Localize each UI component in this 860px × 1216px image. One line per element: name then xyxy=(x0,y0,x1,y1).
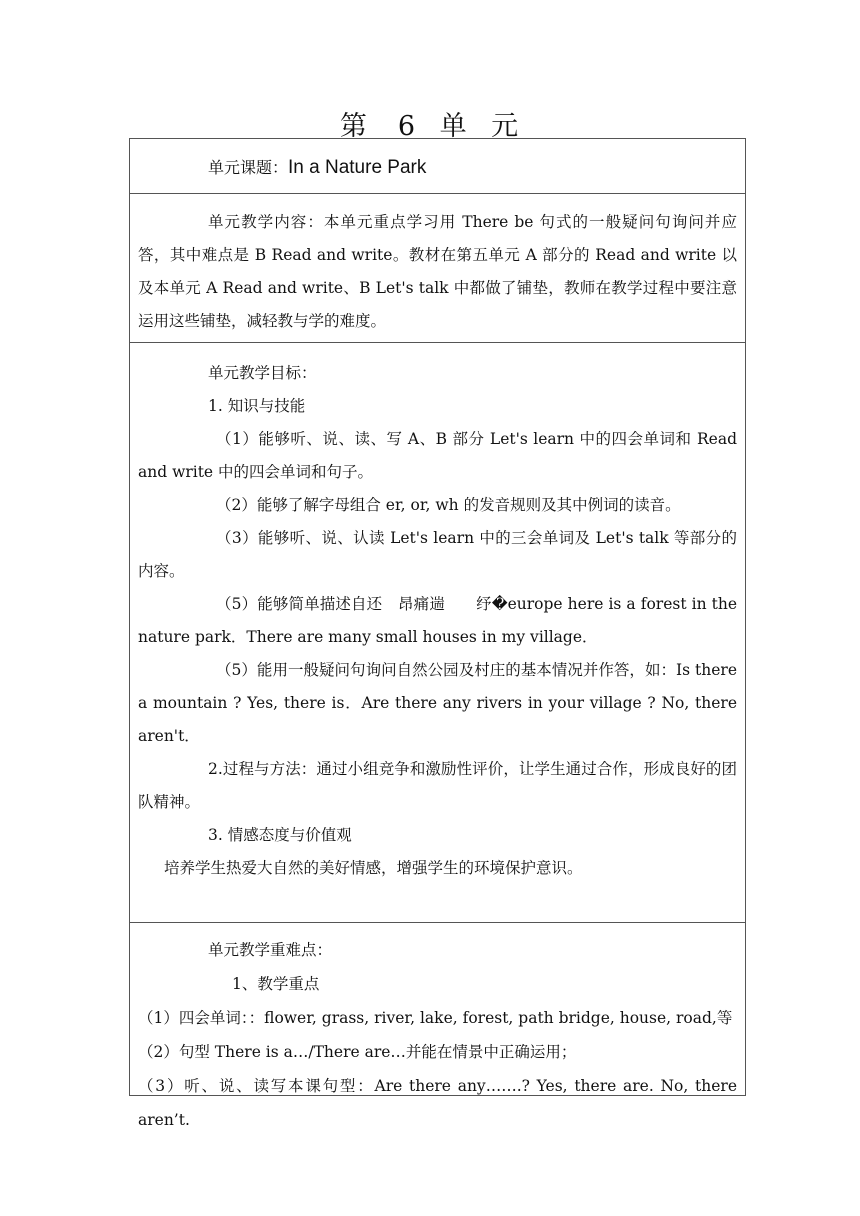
content-text: 单元教学内容：本单元重点学习用 There be 句式的一般疑问句询问并应答，其中难点是 B Read and write。教材在第五单元 A 部分的 Read and write 以及本单元 A Read and write、B Let's talk 中都做了铺垫，教师在教学过程中要注意运用这些铺垫，减轻教与学的难度。 xyxy=(138,213,737,330)
unit-topic-cell xyxy=(130,139,745,193)
objective-item: （5）能用一般疑问句询问自然公园及村庄的基本情况并作答，如：Is there a mountain ? Yes, there is．Are there any rivers in your village ? No, there aren't． xyxy=(138,661,737,745)
objective-item: （1）能够听、说、读、写 A、B 部分 Let's learn 中的四会单词和 Read and write 中的四会单词和句子。 xyxy=(138,430,737,481)
objectives-heading: 单元教学目标： xyxy=(208,364,317,382)
unit-topic-label: 单元课题： xyxy=(208,158,289,177)
key-point-item: （2）句型 There is a…/There are…并能在情景中正确运用； xyxy=(138,1043,577,1061)
knowledge-heading: 1. 知识与技能 xyxy=(208,397,306,415)
attitude-text: 培养学生热爱大自然的美好情感，增强学生的环境保护意识。 xyxy=(164,859,583,877)
key-point-item: （3）听、说、读写本课句型：Are there any…….? Yes, there are. No, there aren’t. xyxy=(138,1077,737,1129)
key-points-heading: 单元教学重难点： xyxy=(208,941,333,959)
objective-item: （3）能够听、说、认读 Let's learn 中的三会单词及 Let's talk 等部分的内容。 xyxy=(138,529,737,580)
key-points-cell xyxy=(130,922,745,1129)
process-text: 2.过程与方法：通过小组竞争和激励性评价，让学生通过合作，形成良好的团队精神。 xyxy=(138,760,737,811)
objective-item: （5）能够简单描述自还 昂痛遄 纾�europe here is a forest in the nature park．There are many small houses in my village． xyxy=(138,595,737,646)
key-point-item: （1）四会单词：：flower, grass, river, lake, forest, path bridge, house, road,等 xyxy=(138,1009,733,1027)
unit-topic-value: In a Nature Park xyxy=(288,157,427,178)
objective-item: （2）能够了解字母组合 er, or, wh 的发音规则及其中例词的读音。 xyxy=(216,496,681,514)
content-cell xyxy=(130,193,745,342)
objectives-cell xyxy=(130,342,745,922)
attitude-heading: 3. 情感态度与价值观 xyxy=(208,826,352,844)
key-points-subheading: 1、教学重点 xyxy=(232,975,320,993)
unit-table xyxy=(129,138,746,1129)
page-title: 第 6 单 元 xyxy=(339,111,521,142)
